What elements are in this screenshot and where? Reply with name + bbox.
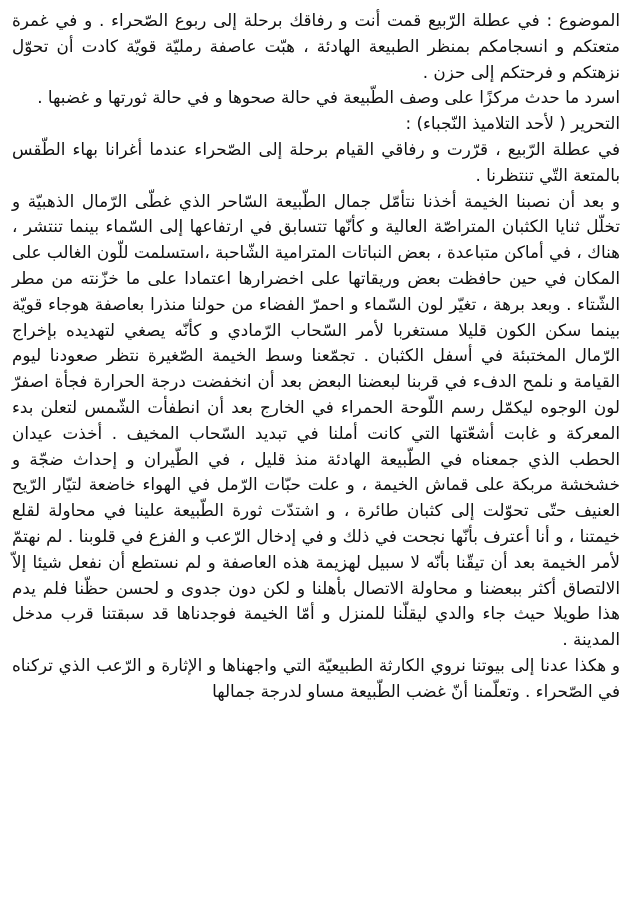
conclusion-paragraph: و هكذا عدنا إلى بيوتنا نروي الكارثة الطبيعيّة التي واجهناها و الإثارة و الرّعب الذي تركناه في الصّحراء . وتعلّمنا أنّ غضب الطّبيعة مساو لدرجة جمالها	[12, 654, 620, 701]
composition-heading: التحرير ( لأحد التلاميذ النّجباء) :	[405, 113, 620, 134]
topic-paragraph: الموضوع : في عطلة الرّبيع قمت أنت و رفاقك برحلة إلى ربوع الصّحراء . و في غمرة متعتكم و انسجامكم بمنظر الطبيعة الهادئة ، هبّت عاصفة رمليّة قويّة كادت أن تحوّل نزهتكم و فرحتكم إلى حزن .	[12, 10, 620, 82]
introduction-paragraph: في عطلة الرّبيع ، قرّرت و رفاقي القيام برحلة إلى الصّحراء عندما أغرانا بهاء الطّقس بالمتعة التّي تنتظرنا .	[12, 138, 620, 185]
instructions-paragraph: اسرد ما حدث مركزًا على وصف الطّبيعة في حالة صحوها و في حالة ثورتها و غضبها .	[37, 87, 620, 108]
body-paragraph: و بعد أن نصبنا الخيمة أخذنا نتأمّل جمال الطّبيعة السّاحر الذي غطّى الرّمال الذهبيّة و تخلّل ثنايا الكثبان المتراصّة العالية و كأنّها تتسابق في ارتفاعها إلى السّماء بينما تنتشر ، هناك ، في أماكن متباعدة ، بعض النباتات المترامية الشّاحبة ،استسلمت للّون الغالب على المكان في حين حافظت بعض وريقاتها على اخضرارها اعتمادا على ما خزّنته من مطر الشّتاء . وبعد برهة ، تغيّر لون السّماء و احمرّ الفضاء من حولنا منذرا بعاصفة هوجاء قويّة بينما سكن الكون قليلا مستغربا لأمر السّحاب الرّمادي و كأنّه يصغي لتهديده بإخراج الرّمال المختبئة في أسفل الكثبان . تجمّعنا وسط الخيمة الصّغيرة نتظر صعودنا ليوم القيامة و نلمح الدفء في قربنا لبعضنا البعض بعد أن انخفضت درجة الحرارة فجأة اصفرّ لون الوجوه ليكمّل رسم اللّوحة الحمراء في الخارج بعد أن انطفأت الشّمس لتعلن بدء المعركة و غابت أشعّتها التي كانت أملنا في تبديد السّحاب المخيف . أخذت عيدان الحطب الذي جمعناه في الطّبيعة الهادئة منذ قليل ، في الطّيران و إحداث ضجّة و خشخشة مربكة على قماش الخيمة ، و علت حبّات الرّمل في الهواء خاضعة لتيّار الرّيح العنيف حتّى تحوّلت إلى كثبان طائرة ، و اشتدّت ثورة الطّبيعة علينا في محاولة لقلع خيمتنا ، و أنا أعترف بأنّها نجحت في ذلك و في إدخال الرّعب و الفزع في قلوبنا . لم نهتمّ لأمر الخيمة بعد أن تيقّنا بأنّه لا سبيل لهزيمة هذه العاصفة و لم نستطع أن نفعل شيئا إلاّ الالتصاق أكثر ببعضنا و محاولة الاتصال بأهلنا و لكن دون جدوى و لحسن حظّنا فلم يدم هذا طويلا حيث جاء والدي ليقلّنا للمنزل و أمّا الخيمة فوجدناها قد سبقتنا قرب مدخل المدينة .	[12, 190, 620, 650]
